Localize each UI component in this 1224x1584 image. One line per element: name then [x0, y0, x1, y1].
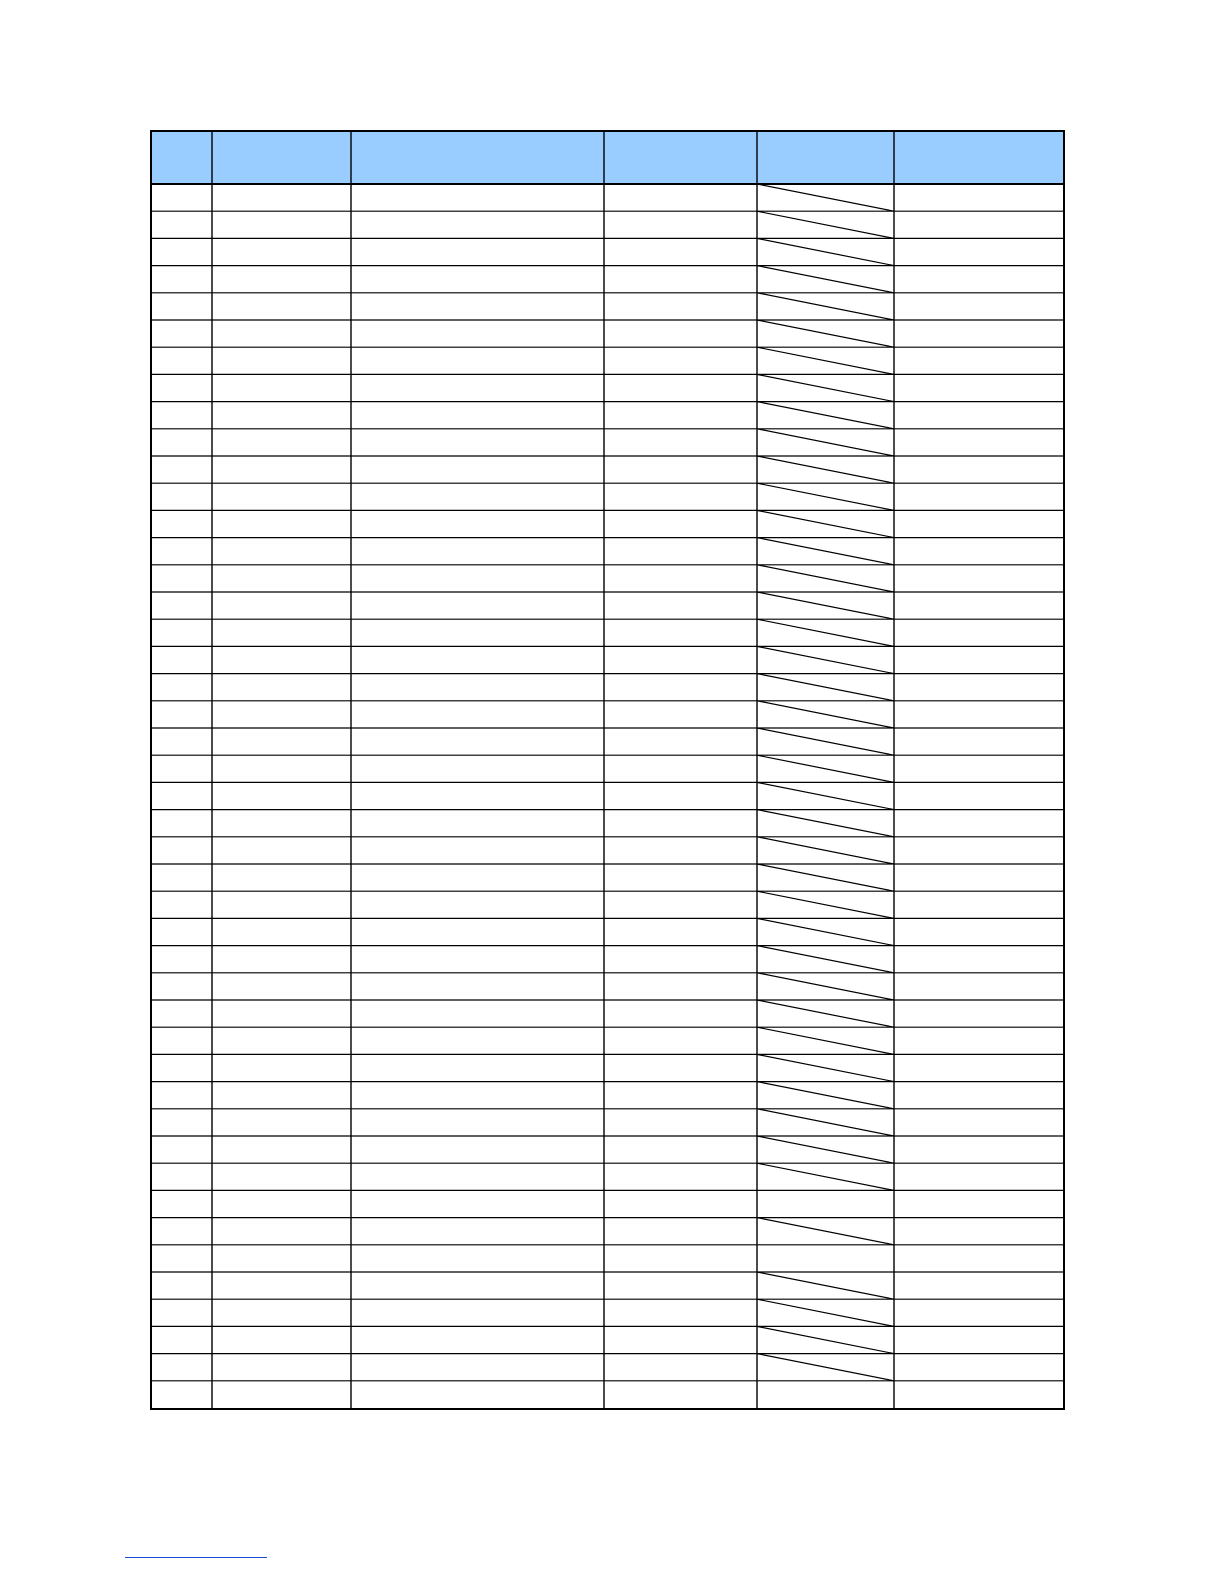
- cell-strike-line: [757, 1326, 894, 1353]
- cell-strike-line: [757, 1082, 894, 1109]
- cell-strike-line: [757, 320, 894, 347]
- cell-strike-line: [757, 1136, 894, 1163]
- header-row: [152, 132, 1063, 184]
- cell-strike-line: [757, 1218, 894, 1245]
- cell-strike-line: [757, 782, 894, 809]
- cell-strike-line: [757, 918, 894, 945]
- cell-strike-line: [757, 646, 894, 673]
- cell-strike-line: [757, 592, 894, 619]
- cell-strike-line: [757, 864, 894, 891]
- cell-strike-line: [757, 565, 894, 592]
- cell-strike-line: [757, 728, 894, 755]
- cell-strike-line: [757, 946, 894, 973]
- cell-strike-line: [757, 1299, 894, 1326]
- table-grid: [152, 132, 1063, 1408]
- cell-strike-line: [757, 184, 894, 211]
- cell-strike-line: [757, 402, 894, 429]
- form-table: [150, 130, 1065, 1410]
- cell-strike-line: [757, 674, 894, 701]
- cell-strike-line: [757, 619, 894, 646]
- cell-strike-line: [757, 1027, 894, 1054]
- cell-strike-line: [757, 701, 894, 728]
- cell-strike-line: [757, 538, 894, 565]
- cell-strike-line: [757, 810, 894, 837]
- cell-strike-line: [757, 266, 894, 293]
- cell-strike-line: [757, 837, 894, 864]
- cell-strike-line: [757, 293, 894, 320]
- cell-strike-line: [757, 1000, 894, 1027]
- cell-strike-line: [757, 429, 894, 456]
- cell-strike-line: [757, 483, 894, 510]
- cell-strike-line: [757, 374, 894, 401]
- cell-strike-line: [757, 891, 894, 918]
- cell-strike-line: [757, 1109, 894, 1136]
- cell-strike-line: [757, 347, 894, 374]
- cell-strike-line: [757, 238, 894, 265]
- cell-strike-line: [757, 1054, 894, 1081]
- cell-strike-line: [757, 973, 894, 1000]
- cell-strike-line: [757, 1163, 894, 1190]
- cell-strike-line: [757, 510, 894, 537]
- cell-strike-line: [757, 755, 894, 782]
- cell-strike-line: [757, 1354, 894, 1381]
- cell-strike-line: [757, 1272, 894, 1299]
- footer-rule: [125, 1557, 267, 1558]
- cell-strike-line: [757, 456, 894, 483]
- cell-strike-line: [757, 211, 894, 238]
